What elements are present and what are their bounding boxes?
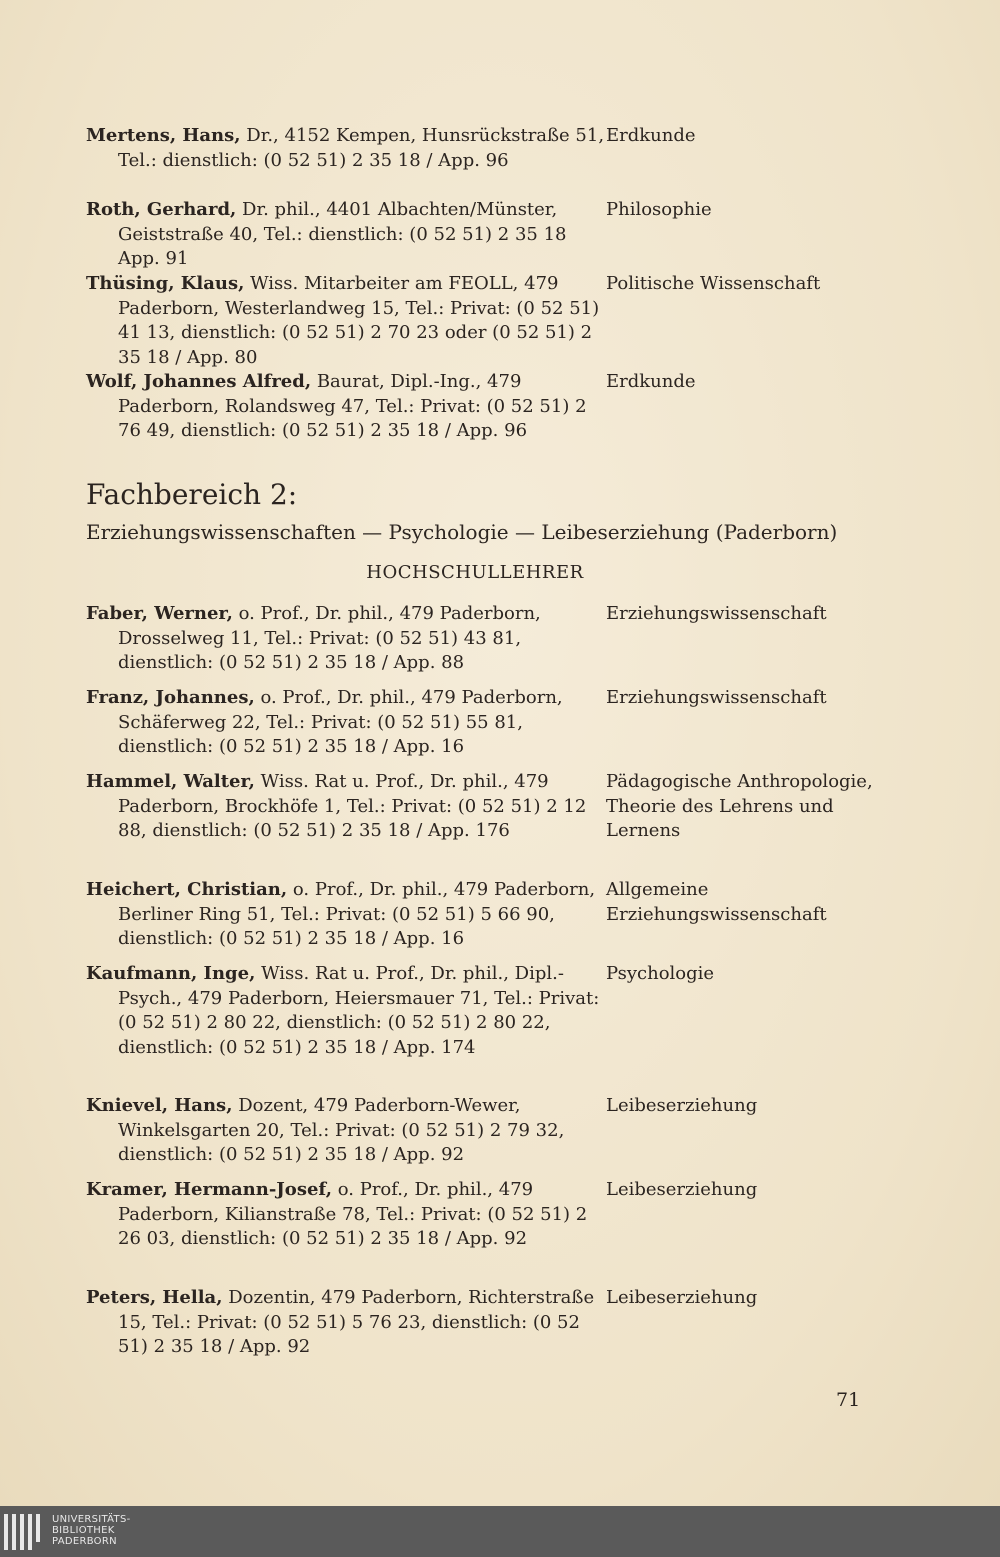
entry-subject: Erdkunde [606, 125, 696, 146]
entry-subject: Allgemeine Erziehungswissenschaft [606, 879, 827, 925]
entry [86, 686, 886, 770]
entry [86, 1094, 886, 1178]
entry-name: Wolf, Johannes Alfred, [86, 371, 312, 392]
entry [86, 1286, 886, 1370]
entry-subject: Erdkunde [606, 371, 696, 392]
entry-name: Franz, Johannes, [86, 687, 255, 708]
library-name [52, 1514, 131, 1547]
entry-subject: Philosophie [606, 199, 712, 220]
faculty-entry-list [86, 602, 886, 1370]
entry [86, 602, 886, 686]
entry-details: Dr., 4152 Kempen, Hunsrückstraße 51, Tel.: dienstlich: (0 52 51) 2 35 18 / App. 96 [118, 125, 605, 171]
entry-details: Wiss. Rat u. Prof., Dr. phil., Dipl.-Psych., 479 Paderborn, Heiersmauer 71, Tel.: Privat: (0 52 51) 2 80 22, dienstlich: (0 52 51) 2 80 22, dienstlich: (0 52 51) 2 35 18 / App. 174 [118, 963, 600, 1058]
top-entry-list [86, 124, 886, 444]
entry-subject: Psychologie [606, 963, 715, 984]
library-name-line: PADERBORN [52, 1536, 117, 1547]
entry [86, 370, 886, 444]
entry-subject: Politische Wissenschaft [606, 273, 821, 294]
entry-subject: Erziehungswissenschaft [606, 603, 827, 624]
entry-name: Peters, Hella, [86, 1287, 223, 1308]
library-name-line: UNIVERSITÄTS- [52, 1514, 131, 1525]
entry [86, 878, 886, 962]
entry-subject: Leibeserziehung [606, 1287, 758, 1308]
entry-subject: Leibeserziehung [606, 1179, 758, 1200]
entry [86, 272, 886, 370]
entry-name: Kaufmann, Inge, [86, 963, 256, 984]
entry-details: Wiss. Mitarbeiter am FEOLL, 479 Paderborn, Westerlandweg 15, Tel.: Privat: (0 52 51) 41 13, dienstlich: (0 52 51) 2 70 23 oder (0 52 51) 2 35 18 / App. 80 [118, 273, 600, 368]
library-logo-icon [4, 1514, 44, 1554]
entry-details: o. Prof., Dr. phil., 479 Paderborn, Berliner Ring 51, Tel.: Privat: (0 52 51) 5 66 90, dienstlich: (0 52 51) 2 35 18 / App. 16 [118, 879, 596, 949]
entry-details: Dozent, 479 Paderborn-Wewer, Winkelsgarten 20, Tel.: Privat: (0 52 51) 2 79 32, dienstlich: (0 52 51) 2 35 18 / App. 92 [118, 1095, 565, 1165]
library-footer [0, 1506, 1000, 1557]
entry [86, 770, 886, 878]
entry-details: Dr. phil., 4401 Albachten/Münster, Geiststraße 40, Tel.: dienstlich: (0 52 51) 2 35 18 App. 91 [118, 199, 567, 269]
entry-subject: Leibeserziehung [606, 1095, 758, 1116]
section-heading: Fachbereich 2: [86, 478, 298, 511]
category-title: HOCHSCHULLEHRER [366, 562, 584, 583]
section-subheading: Erziehungswissenschaften — Psychologie — Leibeserziehung (Paderborn) [86, 520, 838, 544]
entry [86, 1178, 886, 1286]
page-number: 71 [836, 1389, 861, 1411]
entry-name: Roth, Gerhard, [86, 199, 237, 220]
entry-details: o. Prof., Dr. phil., 479 Paderborn, Drosselweg 11, Tel.: Privat: (0 52 51) 43 81, dienstlich: (0 52 51) 2 35 18 / App. 88 [118, 603, 541, 673]
entry [86, 124, 886, 198]
entry-name: Mertens, Hans, [86, 125, 241, 146]
entry-name: Heichert, Christian, [86, 879, 288, 900]
library-name-line: BIBLIOTHEK [52, 1525, 115, 1536]
entry-name: Kramer, Hermann-Josef, [86, 1179, 333, 1200]
entry-name: Faber, Werner, [86, 603, 233, 624]
entry [86, 962, 886, 1094]
entry-name: Knievel, Hans, [86, 1095, 233, 1116]
entry-details: o. Prof., Dr. phil., 479 Paderborn, Schäferweg 22, Tel.: Privat: (0 52 51) 55 81, dienstlich: (0 52 51) 2 35 18 / App. 16 [118, 687, 563, 757]
entry-name: Thüsing, Klaus, [86, 273, 245, 294]
entry-details: Baurat, Dipl.-Ing., 479 Paderborn, Rolandsweg 47, Tel.: Privat: (0 52 51) 2 76 49, dienstlich: (0 52 51) 2 35 18 / App. 96 [118, 371, 587, 441]
entry-details: o. Prof., Dr. phil., 479 Paderborn, Kilianstraße 78, Tel.: Privat: (0 52 51) 2 26 03, dienstlich: (0 52 51) 2 35 18 / App. 92 [118, 1179, 588, 1249]
entry-subject: Erziehungswissenschaft [606, 687, 827, 708]
entry [86, 198, 886, 272]
entry-subject: Pädagogische Anthropologie, Theorie des Lehrens und Lernens [606, 771, 873, 841]
entry-name: Hammel, Walter, [86, 771, 255, 792]
entry-details: Dozentin, 479 Paderborn, Richterstraße 15, Tel.: Privat: (0 52 51) 5 76 23, dienstlich: (0 52 51) 2 35 18 / App. 92 [118, 1287, 595, 1357]
entry-details: Wiss. Rat u. Prof., Dr. phil., 479 Paderborn, Brockhöfe 1, Tel.: Privat: (0 52 51) 2 12 88, dienstlich: (0 52 51) 2 35 18 / App. 176 [118, 771, 587, 841]
